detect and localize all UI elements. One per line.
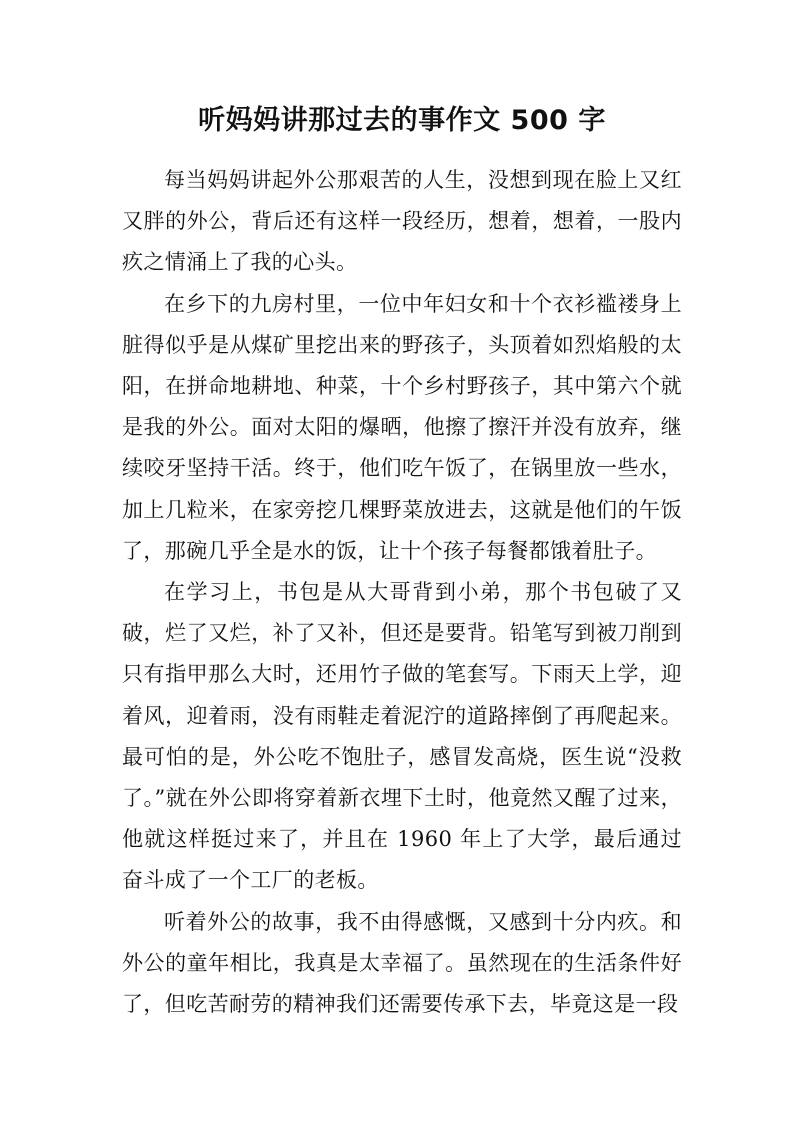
document-body [122,160,682,1025]
paragraph-4: 听着外公的故事，我不由得感慨，又感到十分内疚。和外公的童年相比，我真是太幸福了。虽然现在的生活条件好了，但吃苦耐劳的精神我们还需要传承下去，毕竟这是一段 [122,909,682,1017]
paragraph-1: 每当妈妈讲起外公那艰苦的人生，没想到现在脸上又红又胖的外公，背后还有这样一段经历，想着，想着，一股内疚之情涌上了我的心头。 [122,168,682,275]
document-title: 听妈妈讲那过去的事作文 500 字 [198,105,606,136]
paragraph-2: 在乡下的九房村里，一位中年妇女和十个衣衫褴褛身上脏得似乎是从煤矿里挖出来的野孩子，头顶着如烈焰般的太阳，在拼命地耕地、种菜，十个乡村野孩子，其中第六个就是我的外公。面对太阳的爆晒，他擦了擦汗并没有放弃，继续咬牙坚持干活。终于，他们吃午饭了，在锅里放一些水，加上几粒米，在家旁挖几棵野菜放进去，这就是他们的午饭了，那碗几乎全是水的饭，让十个孩子每餐都饿着肚子。 [122,291,682,563]
paragraph-3: 在学习上，书包是从大哥背到小弟，那个书包破了又破，烂了又烂，补了又补，但还是要背。铅笔写到被刀削到只有指甲那么大时，还用竹子做的笔套写。下雨天上学，迎着风，迎着雨，没有雨鞋走着泥泞的道路摔倒了再爬起来。最可怕的是，外公吃不饱肚子，感冒发高烧，医生说“没救了。”就在外公即将穿着新衣埋下土时，他竟然又醒了过来，他就这样挺过来了，并且在 1960 年上了大学，最后通过奋斗成了一个工厂的老板。 [122,580,682,893]
